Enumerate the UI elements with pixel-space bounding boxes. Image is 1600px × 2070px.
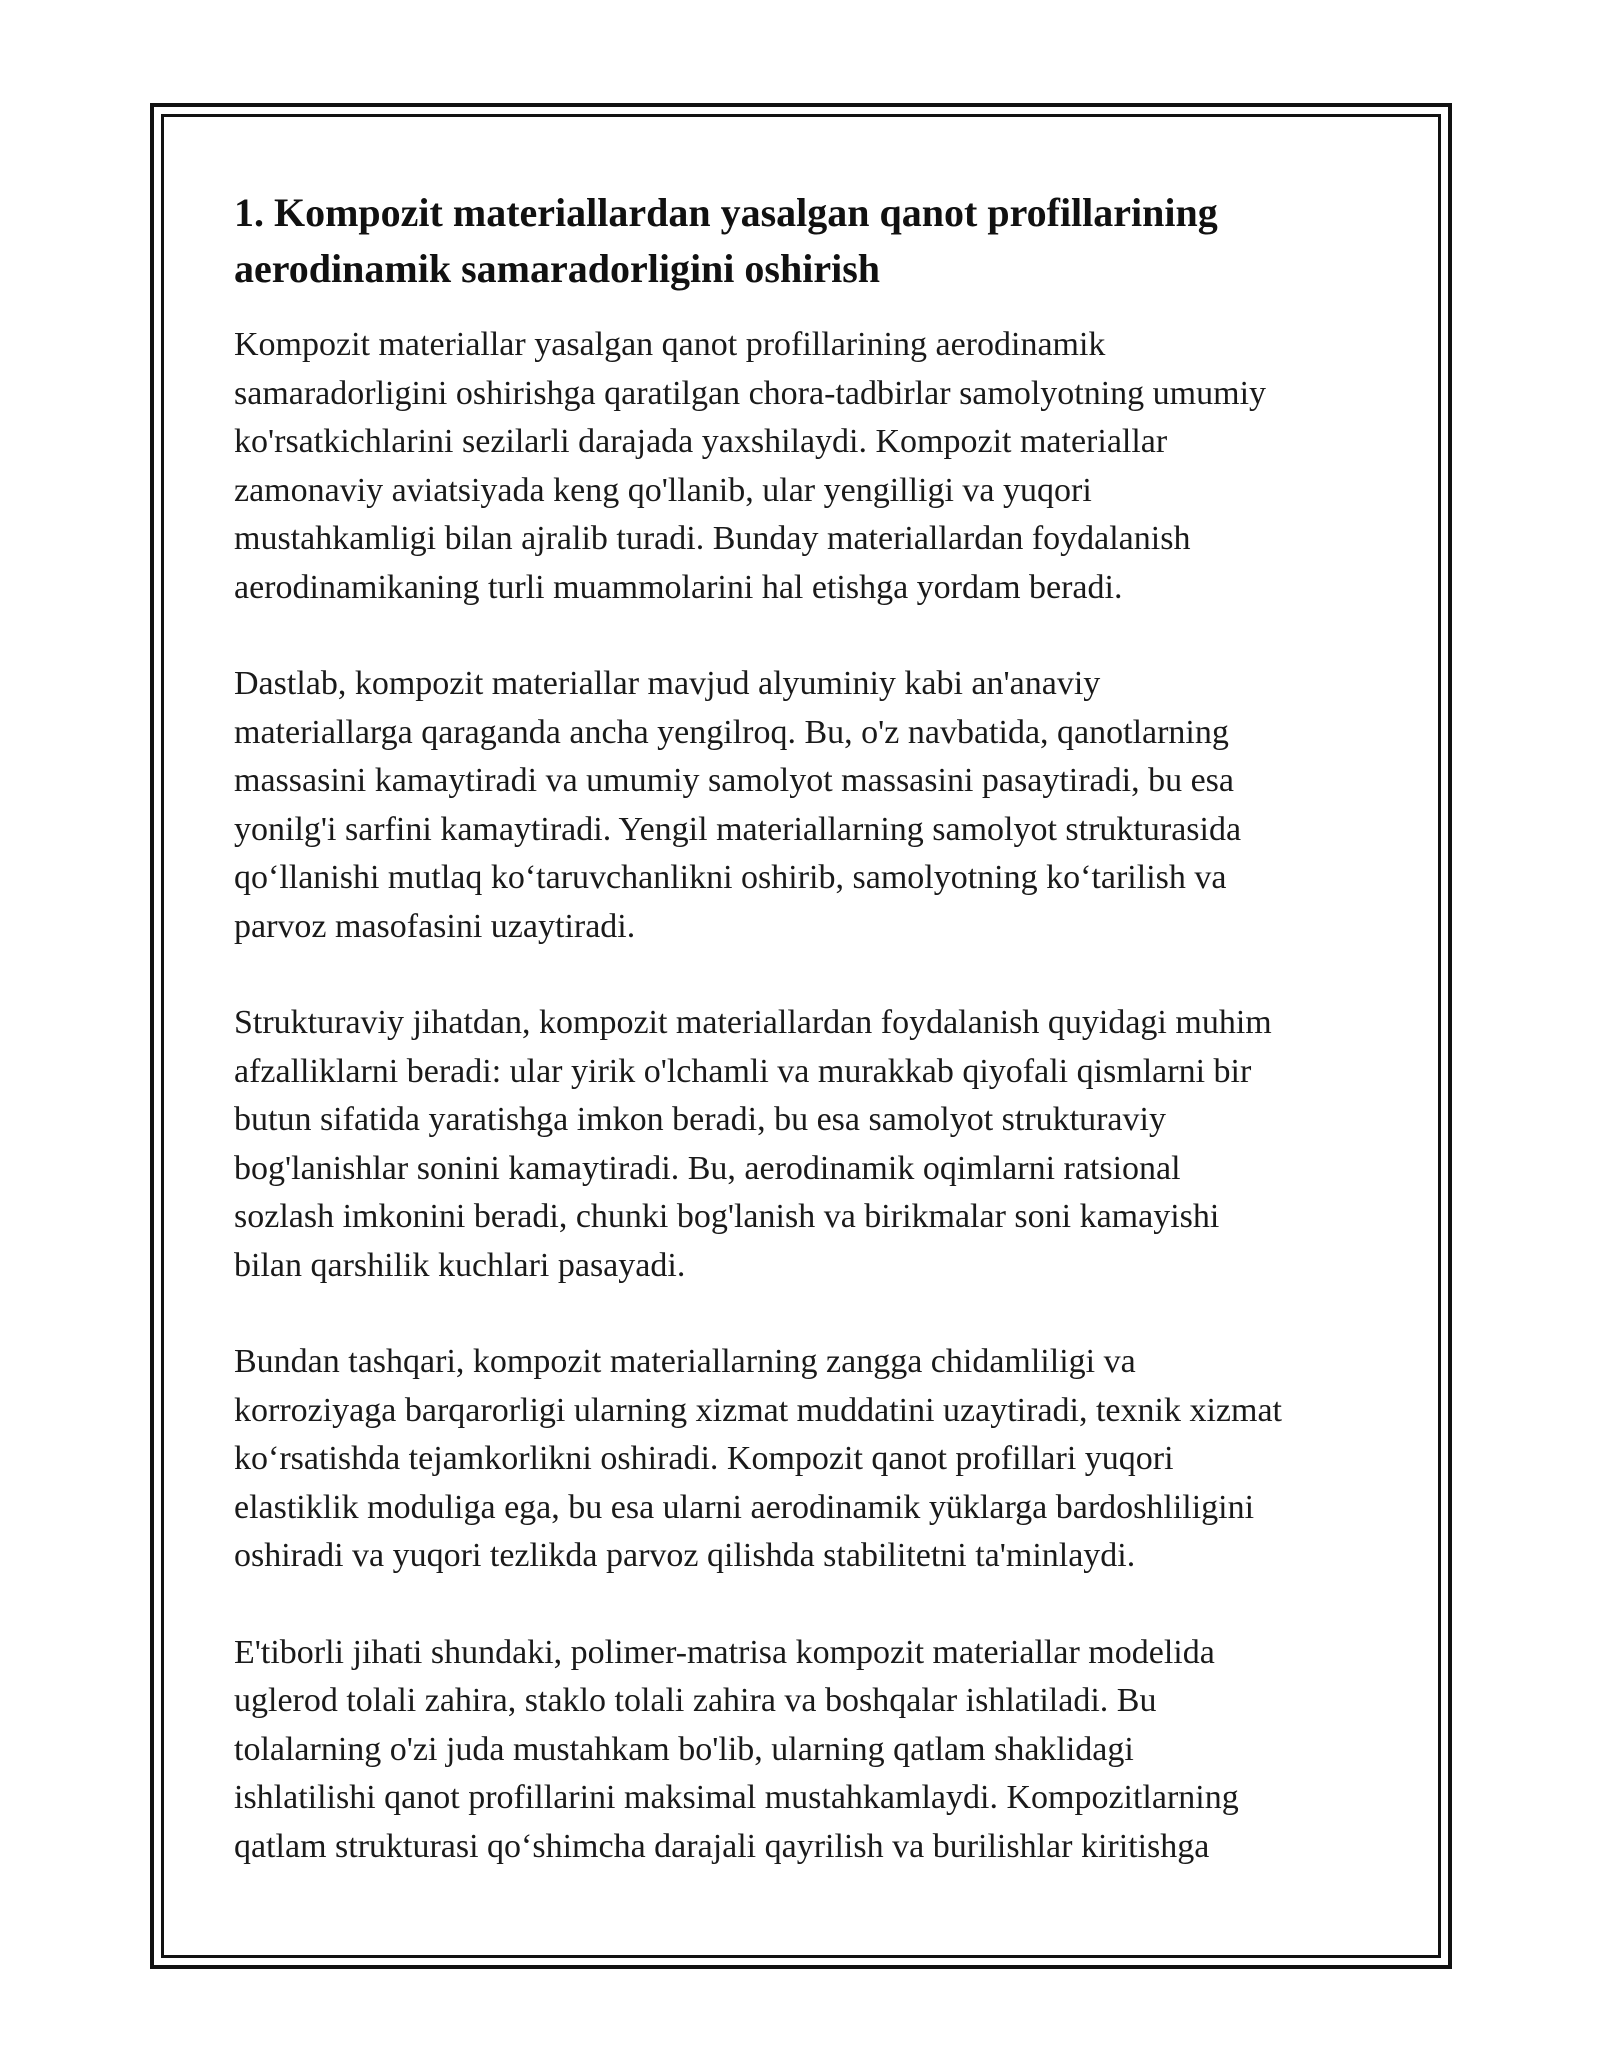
section-heading: 1. Kompozit materiallardan yasalgan qanot profillarining aerodinamik samaradorligini oshirish bbox=[234, 190, 1218, 291]
paragraph-3: Strukturaviy jihatdan, kompozit materiallardan foydalanish quyidagi muhim afzalliklarni beradi: ular yirik o'lchamli va murakkab qiyofali qismlarni bir butun sifatida yaratishga imkon beradi, bu esa samolyot strukturaviy bog'lanishlar sonini kamaytiradi. Bu, aerodinamik oqimlarni ratsional sozlash imkonini beradi, chunki bog'lanish va birikmalar soni kamayishi bilan qarshilik kuchlari pasayadi. bbox=[234, 1004, 1272, 1284]
paragraph-4: Bundan tashqari, kompozit materiallarning zangga chidamliligi va korroziyaga barqarorligi ularning xizmat muddatini uzaytiradi, texnik xizmat ko‘rsatishda tejamkorlikni oshiradi. Kompozit qanot profillari yuqori elastiklik moduliga ega, bu esa ularni aerodinamik yüklarga bardoshliligini oshiradi va yuqori tezlikda parvoz qilishda stabilitetni ta'minlaydi. bbox=[234, 1343, 1282, 1574]
paragraph-1: Kompozit materiallar yasalgan qanot profillarining aerodinamik samaradorligini oshirishga qaratilgan chora-tadbirlar samolyotning umumiy ko'rsatkichlarini sezilarli darajada yaxshilaydi. Kompozit materiallar zamonaviy aviatsiyada keng qo'llanib, ular yengilligi va yuqori mustahkamligi bilan ajralib turadi. Bunday materiallardan foydalanish aerodinamikaning turli muammolarini hal etishga yordam beradi. bbox=[234, 326, 1267, 606]
paragraph-5: E'tiborli jihati shundaki, polimer-matrisa kompozit materiallar modelida uglerod tolali zahira, staklo tolali zahira va boshqalar ishlatiladi. Bu tolalarning o'zi juda mustahkam bo'lib, ularning qatlam shaklidagi ishlatilishi qanot profillarini maksimal mustahkamlaydi. Kompozitlarning qatlam strukturasi qo‘shimcha darajali qayrilish va burilishlar kiritishga bbox=[234, 1633, 1239, 1865]
paragraph-2: Dastlab, kompozit materiallar mavjud alyuminiy kabi an'anaviy materiallarga qaraganda ancha yengilroq. Bu, o'z navbatida, qanotlarning massasini kamaytiradi va umumiy samolyot massasini pasaytiradi, bu esa yonilg'i sarfini kamaytiradi. Yengil materiallarning samolyot strukturasida qo‘llanishi mutlaq ko‘taruvchanlikni oshirib, samolyotning ko‘tarilish va parvoz masofasini uzaytiradi. bbox=[234, 665, 1242, 945]
document-body bbox=[234, 185, 1384, 1919]
